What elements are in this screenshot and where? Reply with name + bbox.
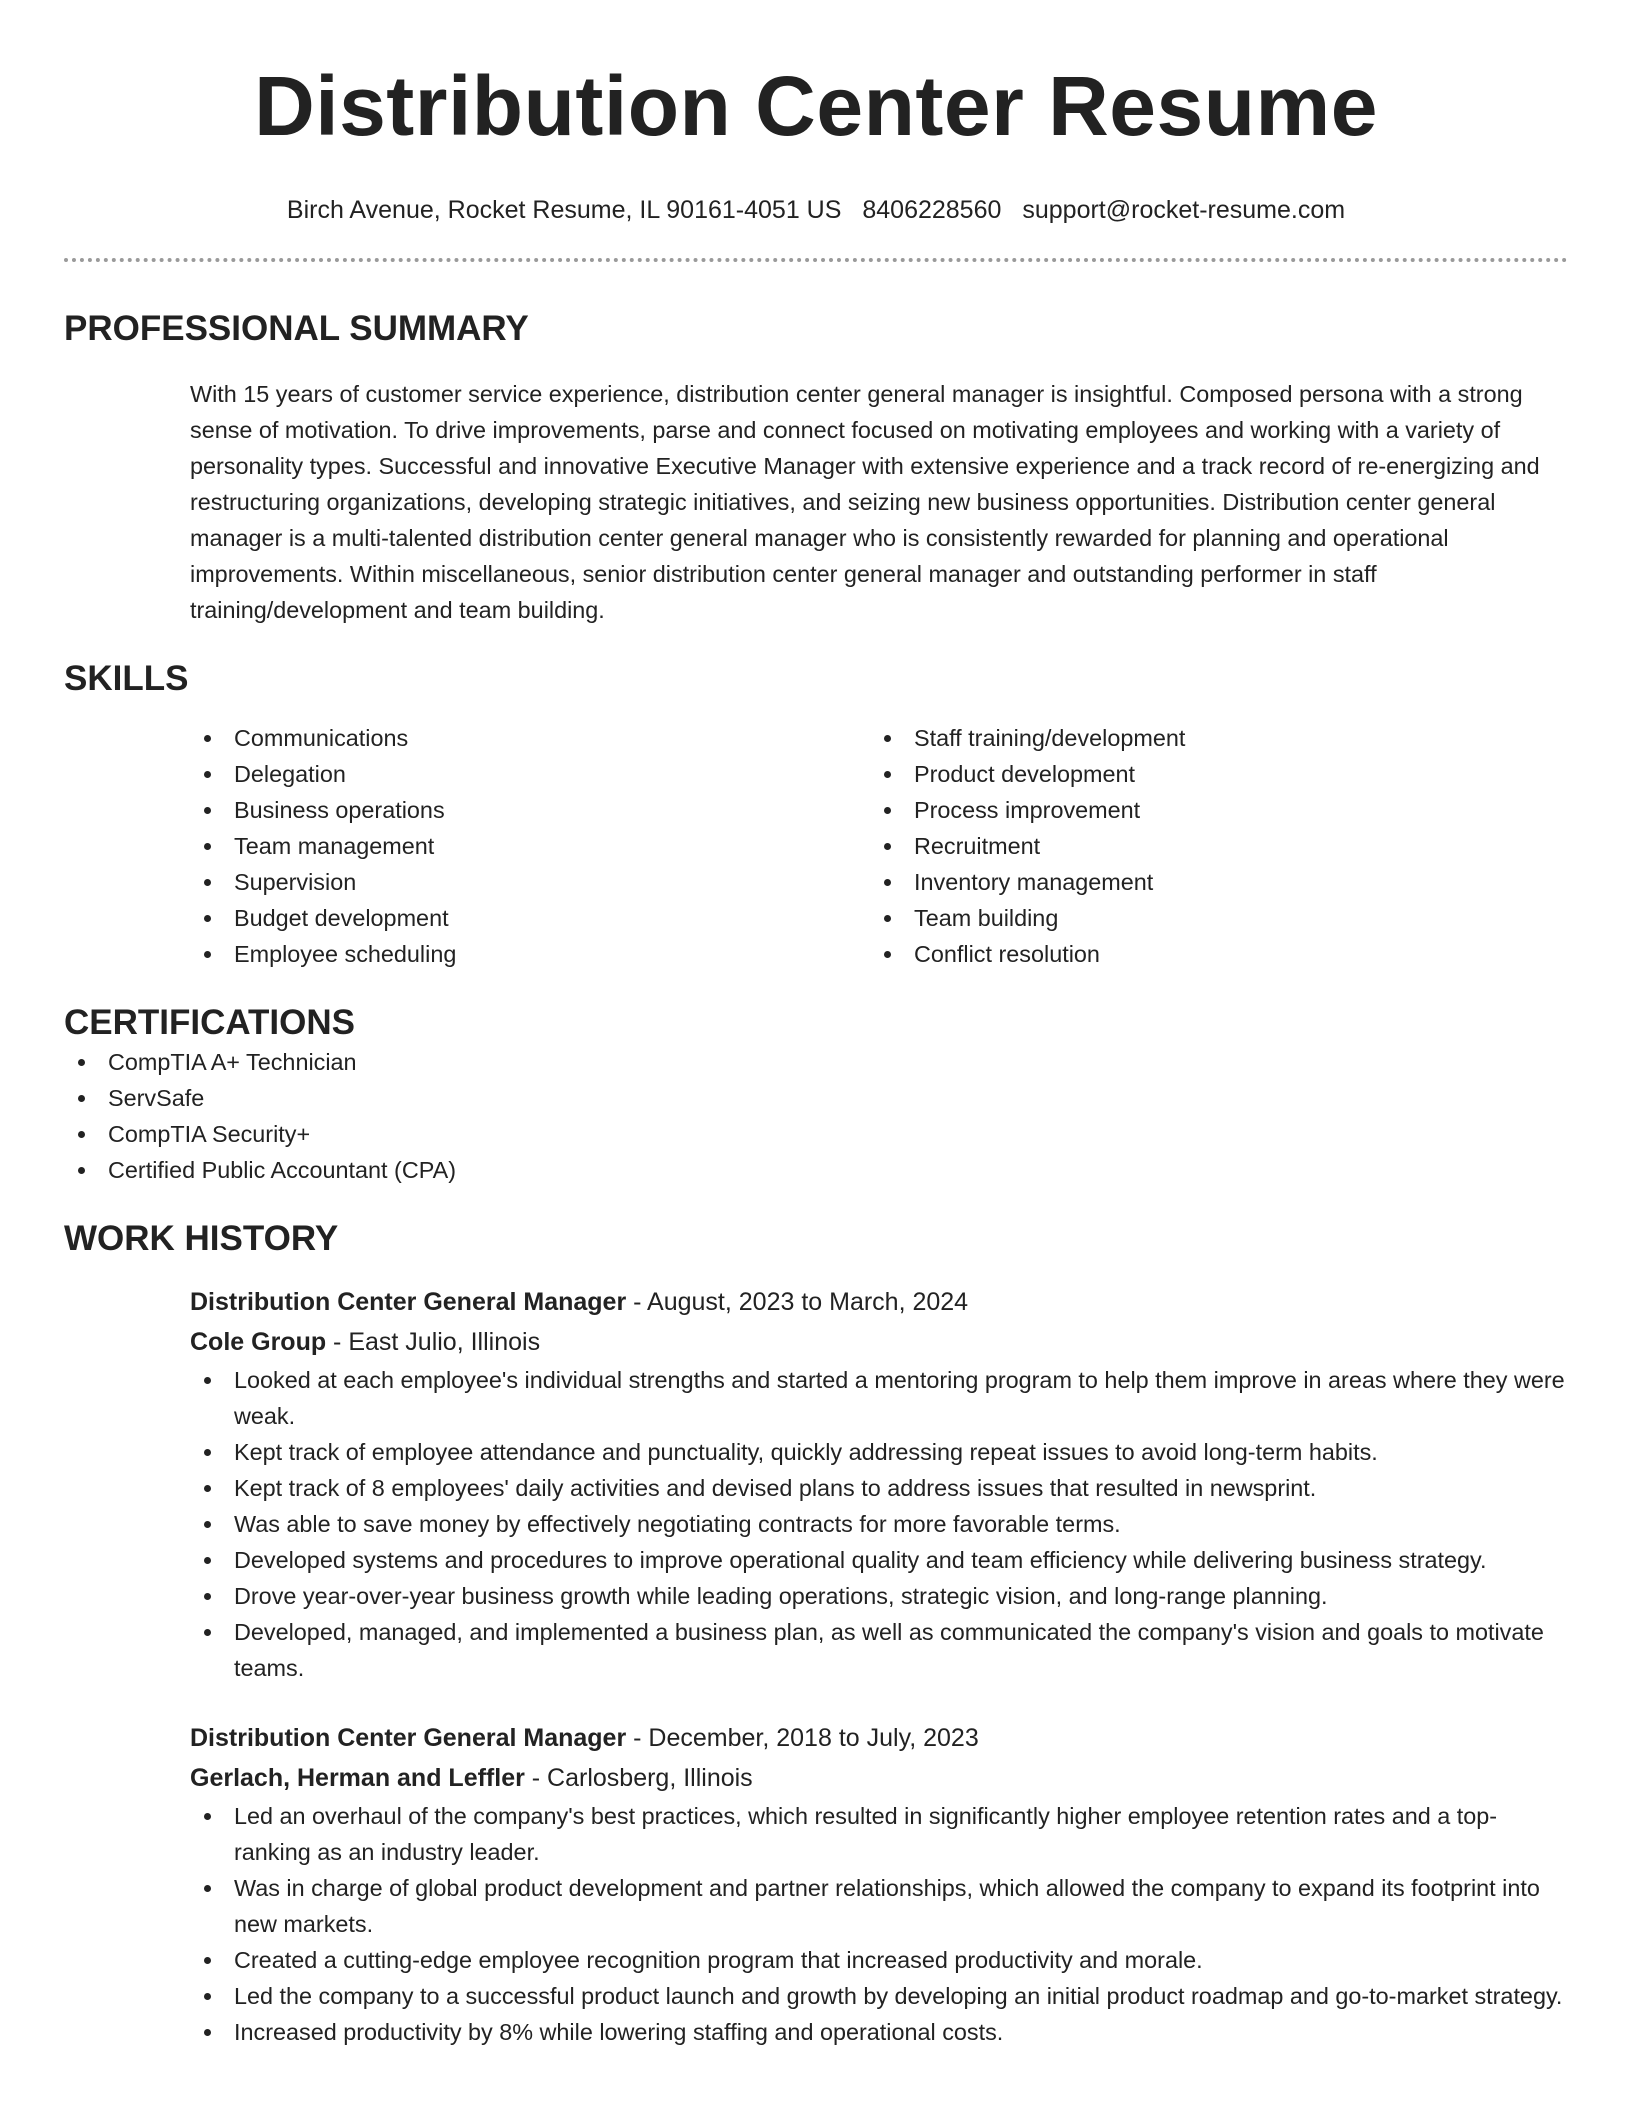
skill-item: Product development xyxy=(870,756,1550,792)
resume-title: Distribution Center Resume xyxy=(254,59,1378,153)
job-entry xyxy=(190,1718,1568,2050)
job-title-line xyxy=(190,1718,1568,1758)
email-text: support@rocket-resume.com xyxy=(1022,196,1346,224)
job-entry xyxy=(190,1282,1568,1686)
certification-item: ServSafe xyxy=(64,1080,1568,1116)
skill-item: Supervision xyxy=(190,864,870,900)
work-history-heading: WORK HISTORY xyxy=(64,1219,339,1258)
skill-item: Inventory management xyxy=(870,864,1550,900)
skill-item: Process improvement xyxy=(870,792,1550,828)
skills-heading: SKILLS xyxy=(64,659,189,698)
certification-item: Certified Public Accountant (CPA) xyxy=(64,1152,1568,1188)
skill-item: Staff training/development xyxy=(870,720,1550,756)
job-bullet: Created a cutting-edge employee recognition program that increased productivity and morale. xyxy=(190,1942,1568,1978)
skill-item: Employee scheduling xyxy=(190,936,870,972)
skills-list xyxy=(190,720,1568,972)
skill-item: Business operations xyxy=(190,792,870,828)
job-title-line xyxy=(190,1282,1568,1322)
summary-heading: PROFESSIONAL SUMMARY xyxy=(64,309,529,348)
skill-item: Delegation xyxy=(190,756,870,792)
job-location: - Carlosberg, Illinois xyxy=(524,1764,753,1792)
certification-item: CompTIA A+ Technician xyxy=(64,1044,1568,1080)
job-bullets xyxy=(190,1798,1568,2050)
summary-paragraph: With 15 years of customer service experience, distribution center general manager is insightful. Composed persona with a strong sense of motivation. To drive improvements, parse and connect focused on motivating employees and working with a variety of personality types. Successful and innovative Executive Manager with extensive experience and a track record of re-energizing and restructuring organizations, developing strategic initiatives, and seizing new business opportunities. Distribution center general manager is a multi-talented distribution center general manager who is consistently rewarded for planning and operational improvements. Within miscellaneous, senior distribution center general manager and outstanding performer in staff training/development and team building. xyxy=(190,381,1540,623)
job-bullets xyxy=(190,1362,1568,1686)
job-bullet: Kept track of 8 employees' daily activities and devised plans to address issues that resulted in newsprint. xyxy=(190,1470,1568,1506)
job-bullet: Drove year-over-year business growth while leading operations, strategic vision, and long-range planning. xyxy=(190,1578,1568,1614)
certifications-heading: CERTIFICATIONS xyxy=(64,1003,356,1042)
address-text: Birch Avenue, Rocket Resume, IL 90161-4051 US xyxy=(286,196,842,224)
header-divider xyxy=(64,258,1568,262)
phone-text: 8406228560 xyxy=(862,196,1002,224)
job-bullet: Led an overhaul of the company's best practices, which resulted in significantly higher employee retention rates and a top-ranking as an industry leader. xyxy=(190,1798,1568,1870)
job-bullet: Was able to save money by effectively negotiating contracts for more favorable terms. xyxy=(190,1506,1568,1542)
job-bullet: Kept track of employee attendance and punctuality, quickly addressing repeat issues to avoid long-term habits. xyxy=(190,1434,1568,1470)
contact-line xyxy=(64,194,1568,226)
job-bullet: Developed systems and procedures to improve operational quality and team efficiency while delivering business strategy. xyxy=(190,1542,1568,1578)
job-bullet: Increased productivity by 8% while lowering staffing and operational costs. xyxy=(190,2014,1568,2050)
skill-item: Team building xyxy=(870,900,1550,936)
skills-column-left xyxy=(190,720,870,972)
job-title: Distribution Center General Manager xyxy=(190,1288,627,1316)
skill-item: Conflict resolution xyxy=(870,936,1550,972)
skills-column-right xyxy=(870,720,1550,972)
job-dates: - December, 2018 to July, 2023 xyxy=(626,1724,979,1752)
job-dates: - August, 2023 to March, 2024 xyxy=(626,1288,969,1316)
job-title: Distribution Center General Manager xyxy=(190,1724,627,1752)
certification-item: CompTIA Security+ xyxy=(64,1116,1568,1152)
job-company: Cole Group xyxy=(190,1328,327,1356)
skill-item: Budget development xyxy=(190,900,870,936)
job-bullet: Was in charge of global product development and partner relationships, which allowed the company to expand its footprint into new markets. xyxy=(190,1870,1568,1942)
certifications-list xyxy=(64,1044,1568,1188)
job-bullet: Developed, managed, and implemented a business plan, as well as communicated the company's vision and goals to motivate teams. xyxy=(190,1614,1568,1686)
skill-item: Communications xyxy=(190,720,870,756)
skill-item: Team management xyxy=(190,828,870,864)
job-bullet: Led the company to a successful product launch and growth by developing an initial product roadmap and go-to-market strategy. xyxy=(190,1978,1568,2014)
job-company: Gerlach, Herman and Leffler xyxy=(190,1764,525,1792)
skill-item: Recruitment xyxy=(870,828,1550,864)
job-company-line xyxy=(190,1322,1568,1362)
job-company-line xyxy=(190,1758,1568,1798)
job-bullet: Looked at each employee's individual strengths and started a mentoring program to help them improve in areas where they were weak. xyxy=(190,1362,1568,1434)
job-location: - East Julio, Illinois xyxy=(326,1328,541,1356)
